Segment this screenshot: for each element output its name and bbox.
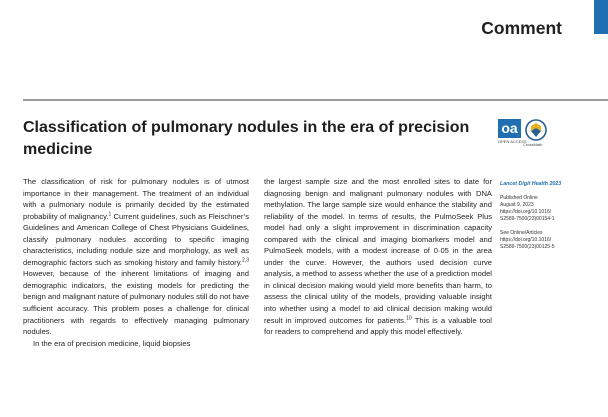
paragraph-continued-text-a: the largest sample size and the most enrolled sites to date for diagnosing benign and malignant pulmonary nodules with DNA methylation. The large sample size would enhance the stability and reliability of the model. In terms of results, the PulmoSeek Plus model had only a slight improvement in discrimination capacity compared with the clinical and imaging biomarkers model and PulmoSeek models, with a modest increase of 0·05 in the area under the curve. However, the authors used decision curve analysis, a method to assess whether the use of a prediction model in clinical decision making would yield more benefits than harm, to assess the clinical utility of the models, providing valuable insight into whether using a model to aid clinical decision making would result in improved outcomes for patients. (264, 177, 492, 325)
related-doi-link[interactable] (500, 237, 604, 251)
related-doi-line-2[interactable]: S2589-7500(23)00125-5 (500, 244, 555, 250)
published-label: Published Online (500, 195, 538, 201)
reference-marker[interactable]: 1 (108, 211, 112, 218)
paragraph-1-text-b: Current guidelines, such as Fleischner’s Guidelines and American College of Chest Physicians Guidelines, classify pulmonary nodules according to specific imaging characteristics, including nodule size and morphology, as well as demographic factors such as smoking history and family history. (23, 211, 249, 267)
body-column-2 (264, 176, 492, 338)
article-logos (498, 119, 558, 149)
related-doi-line-1[interactable]: https://doi.org/10.1016/ (500, 237, 552, 243)
paragraph-1-text-a: The classification of risk for pulmonary nodules is of utmost importance in their management. The treatment of an individual with a pulmonary nodule is primarily decided by the estimated probability of malignancy. (23, 177, 249, 221)
related-article-info (500, 230, 604, 251)
crossmark-icon[interactable] (525, 119, 547, 141)
paragraph-continued (264, 176, 492, 338)
article-title: Classification of pulmonary nodules in the era of precision medicine (23, 119, 470, 158)
open-access-icon[interactable] (498, 119, 521, 138)
paragraph-1-text-c: However, because of the inherent limitations of imaging and demographic indicators, the existing models for predicting the benign and malignant nature of pulmonary nodules still do not have sufficient accuracy. This problem poses a challenge for clinical practitioners with regards to effectively managing pulmonary nodules. (23, 269, 249, 337)
journal-citation: Lancet Digit Health 2023 (500, 181, 562, 187)
doi-link-line-1[interactable]: https://doi.org/10.1016/ (500, 209, 552, 215)
header-rule (23, 99, 608, 101)
open-access-caption: OPEN ACCESS (498, 139, 527, 144)
reference-marker[interactable]: 2,3 (242, 257, 249, 264)
article-sidebar (500, 181, 604, 258)
body-column-1 (23, 176, 249, 349)
open-access-label: oa (501, 120, 518, 136)
see-online-label: See Online/Articles (500, 230, 543, 236)
doi-link-line-2[interactable]: S2589-7500(23)00154-1 (500, 216, 555, 222)
reference-marker[interactable]: 10 (406, 315, 412, 322)
paragraph-2: In the era of precision medicine, liquid biopsies (33, 338, 191, 348)
published-date: August 9, 2023 (500, 202, 534, 208)
crossmark-caption: CrossMark (523, 142, 543, 147)
paragraph-1 (23, 176, 249, 338)
header-accent-bar (594, 0, 608, 34)
paragraph-continued-text-b: This is a valuable tool for readers to comprehend and apply this model effectively. (264, 315, 492, 337)
publication-info (500, 195, 604, 223)
doi-link[interactable] (500, 209, 604, 223)
section-label: Comment (481, 18, 562, 38)
